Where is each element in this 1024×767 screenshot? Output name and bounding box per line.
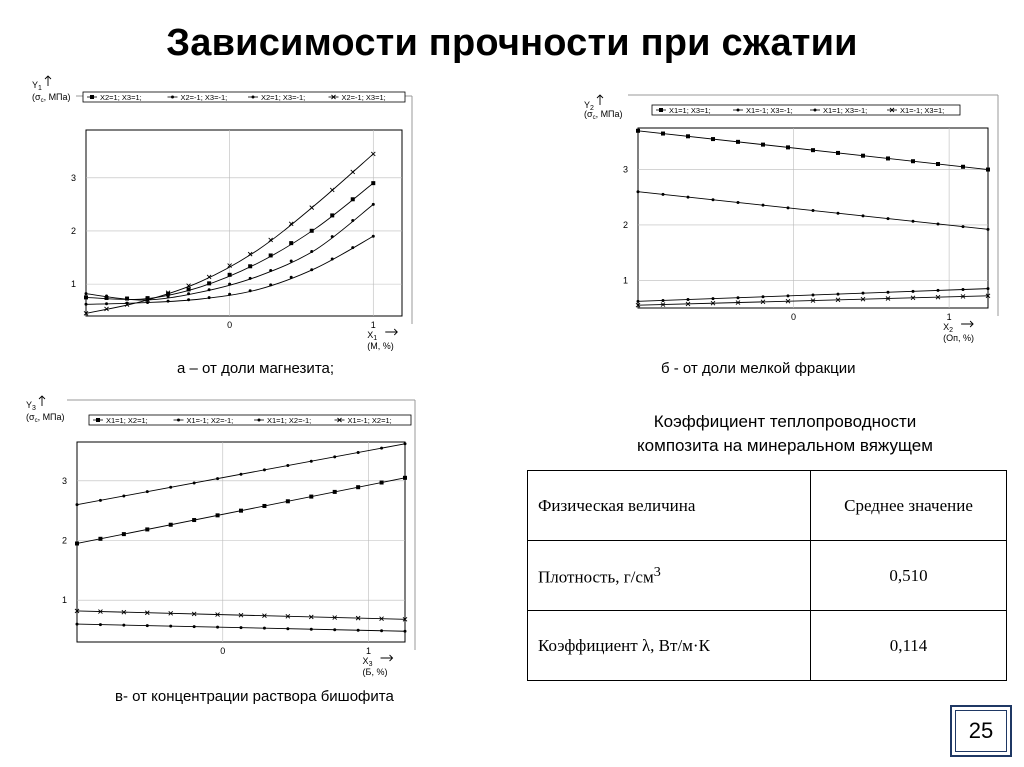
x-axis-arrow-icon bbox=[381, 655, 393, 661]
y-axis-unit: ($\sigma_c$, МПа) bbox=[26, 412, 65, 424]
data-point bbox=[146, 490, 149, 493]
legend-entry: X1=1; X3=-1; bbox=[823, 105, 868, 115]
data-point bbox=[787, 206, 790, 209]
data-point bbox=[85, 303, 88, 306]
x-tick-label: 0 bbox=[791, 312, 797, 322]
data-point bbox=[167, 300, 170, 303]
data-point bbox=[310, 250, 313, 253]
x-axis-arrow-icon bbox=[961, 321, 973, 327]
data-point bbox=[239, 509, 243, 513]
data-point bbox=[207, 281, 211, 285]
legend-marker bbox=[252, 96, 255, 99]
data-point bbox=[193, 625, 196, 628]
data-point bbox=[98, 537, 102, 541]
data-point bbox=[371, 181, 375, 185]
data-point bbox=[310, 460, 313, 463]
table-cell-value: 0,114 bbox=[811, 611, 1007, 681]
data-point bbox=[248, 264, 252, 268]
data-point bbox=[861, 154, 865, 158]
data-point bbox=[887, 217, 890, 220]
data-point bbox=[637, 190, 640, 193]
data-point bbox=[661, 132, 665, 136]
table-cell-value: 0,510 bbox=[811, 541, 1007, 611]
table-cell-name: Коэффициент λ, Вт/м·К bbox=[528, 611, 811, 681]
data-point bbox=[986, 168, 990, 172]
series-4 bbox=[75, 609, 407, 621]
table-row bbox=[528, 541, 1007, 611]
y-axis-arrow-icon bbox=[45, 76, 51, 86]
data-point bbox=[372, 235, 375, 238]
data-point bbox=[357, 451, 360, 454]
data-point bbox=[310, 229, 314, 233]
data-point bbox=[208, 296, 211, 299]
x-tick-label: 1 bbox=[946, 312, 952, 322]
data-point bbox=[269, 269, 272, 272]
y-tick-label: 2 bbox=[70, 225, 76, 236]
caption-chart-c: в- от концентрации раствора бишофита bbox=[115, 688, 394, 705]
data-point bbox=[122, 624, 125, 627]
legend-marker bbox=[258, 419, 261, 422]
data-point bbox=[263, 468, 266, 471]
data-point bbox=[836, 151, 840, 155]
table-heading-line-2: композита на минеральном вяжущем bbox=[637, 436, 933, 455]
data-point bbox=[240, 473, 243, 476]
data-point bbox=[404, 442, 407, 445]
data-point bbox=[263, 627, 266, 630]
x-axis-label: $X_3$ bbox=[362, 656, 373, 668]
data-point bbox=[228, 293, 231, 296]
data-point bbox=[333, 628, 336, 631]
data-point bbox=[712, 297, 715, 300]
plot-area bbox=[638, 128, 988, 308]
table-col-header-quantity: Физическая величина bbox=[528, 471, 811, 541]
legend-entry: X1=-1; X2=-1; bbox=[186, 415, 234, 425]
data-point bbox=[290, 276, 293, 279]
properties-table bbox=[527, 470, 1007, 681]
legend-marker bbox=[737, 109, 740, 112]
data-point bbox=[937, 289, 940, 292]
data-point bbox=[331, 258, 334, 261]
data-point bbox=[737, 201, 740, 204]
data-point bbox=[812, 209, 815, 212]
y-axis-label: $Y_3$ bbox=[26, 400, 36, 412]
data-point bbox=[987, 287, 990, 290]
data-point bbox=[269, 283, 272, 286]
page-number bbox=[950, 705, 1012, 757]
data-point bbox=[712, 198, 715, 201]
legend-marker bbox=[171, 96, 174, 99]
y-axis-unit: ($\sigma_c$, МПа) bbox=[584, 109, 623, 121]
caption-chart-a: а – от доли магнезита; bbox=[177, 360, 335, 377]
data-point bbox=[145, 527, 149, 531]
data-point bbox=[122, 532, 126, 536]
chart-a-magnesite bbox=[28, 78, 420, 358]
chart-a-svg bbox=[28, 78, 420, 358]
data-point bbox=[262, 504, 266, 508]
data-point bbox=[962, 288, 965, 291]
data-point bbox=[787, 294, 790, 297]
series-1 bbox=[636, 129, 990, 172]
y-tick-label: 1 bbox=[61, 595, 67, 606]
table-heading-line-1: Коэффициент теплопроводности bbox=[653, 412, 917, 431]
y-axis-label: $Y_1$ bbox=[32, 80, 42, 92]
data-point bbox=[289, 241, 293, 245]
x-axis-unit: (Оп, %) bbox=[943, 333, 974, 343]
data-point bbox=[249, 289, 252, 292]
data-point bbox=[351, 246, 354, 249]
data-point bbox=[762, 295, 765, 298]
data-point bbox=[961, 165, 965, 169]
data-point bbox=[105, 294, 108, 297]
legend-entry: X1=1; X2=1; bbox=[106, 415, 148, 425]
data-point bbox=[84, 295, 88, 299]
table-col-header-mean: Среднее значение bbox=[811, 471, 1007, 541]
table-row bbox=[528, 611, 1007, 681]
x-tick-label: 0 bbox=[220, 646, 226, 656]
data-point bbox=[987, 228, 990, 231]
x-tick-label: 0 bbox=[227, 320, 233, 330]
data-point bbox=[761, 143, 765, 147]
data-point bbox=[169, 486, 172, 489]
x-tick-label: 1 bbox=[370, 320, 376, 330]
y-axis-label: $Y_2$ bbox=[584, 100, 594, 112]
data-point bbox=[208, 288, 211, 291]
data-point bbox=[76, 623, 79, 626]
data-point bbox=[99, 623, 102, 626]
data-point bbox=[187, 298, 190, 301]
legend-marker bbox=[659, 108, 663, 112]
data-point bbox=[75, 541, 79, 545]
legend-entry: X2=-1; X3=1; bbox=[341, 92, 386, 102]
legend-entry: X1=-1; X2=1; bbox=[347, 415, 392, 425]
data-point bbox=[351, 170, 355, 174]
legend-marker bbox=[90, 95, 94, 99]
x-axis-unit: (М, %) bbox=[367, 341, 394, 351]
data-point bbox=[812, 293, 815, 296]
data-point bbox=[937, 222, 940, 225]
chart-b-svg bbox=[580, 90, 1000, 348]
data-point bbox=[309, 495, 313, 499]
data-point bbox=[333, 490, 337, 494]
page-number-text: 25 bbox=[968, 718, 994, 743]
data-point bbox=[216, 477, 219, 480]
data-point bbox=[76, 503, 79, 506]
chart-b-fine-fraction bbox=[580, 90, 1000, 348]
data-point bbox=[240, 626, 243, 629]
data-point bbox=[146, 624, 149, 627]
data-point bbox=[636, 129, 640, 133]
data-point bbox=[216, 513, 220, 517]
data-point bbox=[837, 212, 840, 215]
data-point bbox=[687, 196, 690, 199]
legend-entry: X2=-1; X3=-1; bbox=[180, 92, 228, 102]
data-point bbox=[811, 148, 815, 152]
legend-entry: X1=1; X3=1; bbox=[669, 105, 711, 115]
y-axis-arrow-icon bbox=[597, 95, 603, 105]
data-point bbox=[886, 156, 890, 160]
chart-c-svg bbox=[22, 398, 420, 677]
legend-entry: X1=-1; X3=-1; bbox=[746, 105, 793, 115]
legend-marker bbox=[96, 418, 100, 422]
data-point bbox=[99, 499, 102, 502]
x-axis-unit: (Б, %) bbox=[362, 667, 388, 677]
y-tick-label: 2 bbox=[622, 219, 628, 230]
legend-entry: X2=1; X3=1; bbox=[100, 92, 142, 102]
data-point bbox=[85, 292, 88, 295]
data-point bbox=[331, 235, 334, 238]
data-point bbox=[662, 193, 665, 196]
data-point bbox=[330, 213, 334, 217]
series-2 bbox=[76, 623, 407, 633]
data-point bbox=[330, 188, 334, 192]
y-tick-label: 2 bbox=[61, 535, 67, 546]
data-point bbox=[286, 464, 289, 467]
data-point bbox=[786, 145, 790, 149]
data-point bbox=[380, 481, 384, 485]
y-axis-unit: ($\sigma_c$, МПа) bbox=[32, 92, 71, 104]
data-point bbox=[762, 204, 765, 207]
data-point bbox=[911, 159, 915, 163]
data-point bbox=[351, 219, 354, 222]
data-point bbox=[356, 485, 360, 489]
legend-marker bbox=[814, 109, 817, 112]
data-point bbox=[290, 259, 293, 262]
y-tick-label: 3 bbox=[61, 475, 67, 486]
y-tick-label: 3 bbox=[70, 172, 76, 183]
x-axis-arrow-icon bbox=[385, 329, 397, 335]
legend-entry: X1=1; X2=-1; bbox=[267, 415, 312, 425]
data-point bbox=[286, 499, 290, 503]
table-cell-name-sup: 3 bbox=[653, 563, 661, 580]
data-point bbox=[126, 297, 129, 300]
table-header-row bbox=[528, 471, 1007, 541]
data-point bbox=[122, 494, 125, 497]
data-point bbox=[187, 292, 190, 295]
legend-marker bbox=[177, 419, 180, 422]
data-point bbox=[404, 630, 407, 633]
legend-entry: X2=1; X3=-1; bbox=[261, 92, 306, 102]
data-point bbox=[637, 300, 640, 303]
data-point bbox=[380, 629, 383, 632]
data-point bbox=[228, 283, 231, 286]
data-point bbox=[169, 625, 172, 628]
x-tick-label: 1 bbox=[366, 646, 372, 656]
x-axis-label: $X_2$ bbox=[943, 322, 954, 334]
data-point bbox=[105, 302, 108, 305]
data-point bbox=[167, 295, 170, 298]
data-point bbox=[403, 476, 407, 480]
data-point bbox=[662, 299, 665, 302]
table-cell-name-text: Плотность, г/см bbox=[538, 567, 654, 587]
data-point bbox=[310, 206, 314, 210]
data-point bbox=[357, 629, 360, 632]
data-point bbox=[912, 220, 915, 223]
data-point bbox=[216, 626, 219, 629]
series-3 bbox=[76, 442, 407, 506]
data-point bbox=[249, 277, 252, 280]
y-tick-label: 1 bbox=[622, 275, 628, 286]
data-point bbox=[862, 214, 865, 217]
data-point bbox=[310, 268, 313, 271]
caption-chart-b: б - от доли мелкой фракции bbox=[661, 360, 856, 377]
data-point bbox=[887, 291, 890, 294]
table-heading bbox=[560, 410, 1010, 458]
y-tick-label: 1 bbox=[70, 279, 76, 290]
data-point bbox=[193, 481, 196, 484]
data-point bbox=[737, 296, 740, 299]
data-point bbox=[862, 292, 865, 295]
data-point bbox=[192, 518, 196, 522]
data-point bbox=[711, 137, 715, 141]
data-point bbox=[372, 203, 375, 206]
data-point bbox=[686, 134, 690, 138]
chart-c-bischofite bbox=[22, 398, 420, 677]
data-point bbox=[962, 225, 965, 228]
x-axis-label: $X_1$ bbox=[367, 330, 378, 342]
data-point bbox=[228, 273, 232, 277]
data-point bbox=[351, 197, 355, 201]
data-point bbox=[169, 523, 173, 527]
plot-area bbox=[86, 130, 402, 316]
data-point bbox=[837, 293, 840, 296]
data-point bbox=[936, 162, 940, 166]
table-cell-name bbox=[528, 541, 811, 611]
data-point bbox=[333, 455, 336, 458]
data-point bbox=[687, 298, 690, 301]
data-point bbox=[736, 140, 740, 144]
data-point bbox=[310, 628, 313, 631]
data-point bbox=[380, 447, 383, 450]
data-point bbox=[286, 627, 289, 630]
y-tick-label: 3 bbox=[622, 164, 628, 175]
data-point bbox=[269, 253, 273, 257]
legend-entry: X1=-1; X3=1; bbox=[900, 105, 945, 115]
data-point bbox=[912, 290, 915, 293]
slide-title: Зависимости прочности при сжатии bbox=[166, 22, 858, 64]
y-axis-arrow-icon bbox=[39, 396, 45, 406]
data-point bbox=[187, 287, 191, 291]
series-1 bbox=[75, 476, 407, 546]
